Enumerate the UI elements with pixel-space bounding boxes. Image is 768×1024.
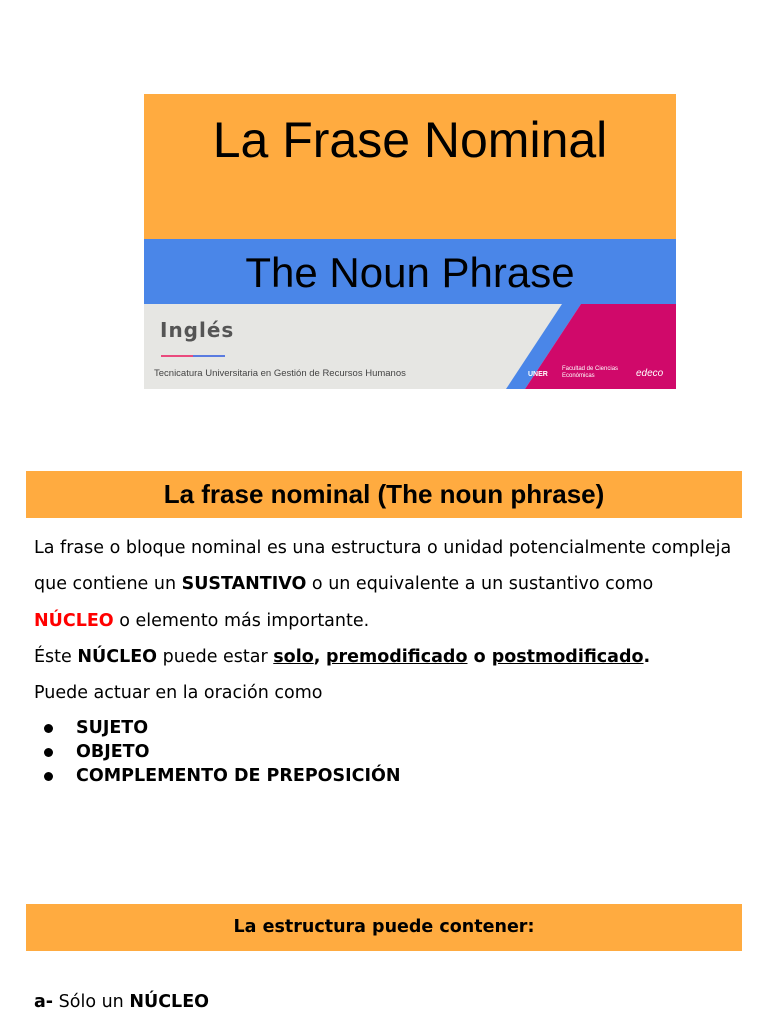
- list-item: COMPLEMENTO DE PREPOSICIÓN: [44, 764, 401, 788]
- definition-text: [34, 530, 734, 711]
- keyword-nucleo-2: NÚCLEO: [77, 646, 158, 667]
- banner-subtitle-block: [144, 239, 676, 304]
- edeco-logo: edeco: [636, 368, 664, 379]
- bullet-icon: [44, 772, 53, 781]
- section-heading-bar: [26, 471, 742, 518]
- uner-logo: UNER: [528, 371, 548, 378]
- course-name: Inglés: [160, 318, 235, 342]
- course-strip: [144, 304, 676, 389]
- keyword-nucleo: NÚCLEO: [34, 610, 114, 631]
- modification-paragraph: Éste NÚCLEO puede estar solo, premodificado o postmodificado.: [34, 646, 651, 667]
- institution-logos: [528, 364, 674, 386]
- structure-item-a: a- Sólo un NÚCLEO: [34, 992, 210, 1012]
- definition-paragraph: La frase o bloque nominal es una estructura o unidad potencialmente compleja que contiene un SUSTANTIVO o un equivalente a un sustantivo como NÚCLEO o elemento más importante.: [34, 538, 732, 631]
- keyword-sustantivo: SUSTANTIVO: [181, 574, 307, 595]
- bullet-icon: [44, 748, 53, 757]
- function-list: [44, 716, 401, 788]
- keyword-premodificado: premodificado: [325, 646, 468, 667]
- bullet-icon: [44, 724, 53, 733]
- structure-heading: La estructura puede contener:: [233, 917, 535, 937]
- list-item: SUJETO: [44, 716, 401, 740]
- function-paragraph: Puede actuar en la oración como: [34, 683, 323, 704]
- course-underline: [161, 355, 225, 357]
- list-item: OBJETO: [44, 740, 401, 764]
- section-heading: La frase nominal (The noun phrase): [163, 479, 605, 509]
- keyword-solo: solo: [273, 646, 314, 667]
- cover-banner: [144, 94, 676, 389]
- faculty-logo: Facultad de Ciencias Económicas: [562, 366, 619, 379]
- program-name: Tecnicatura Universitaria en Gestión de Recursos Humanos: [154, 368, 406, 379]
- structure-heading-bar: [26, 904, 742, 951]
- banner-title-block: [144, 94, 676, 239]
- banner-subtitle: The Noun Phrase: [245, 249, 575, 296]
- keyword-postmodificado: postmodificado: [491, 646, 644, 667]
- banner-title: La Frase Nominal: [212, 112, 608, 168]
